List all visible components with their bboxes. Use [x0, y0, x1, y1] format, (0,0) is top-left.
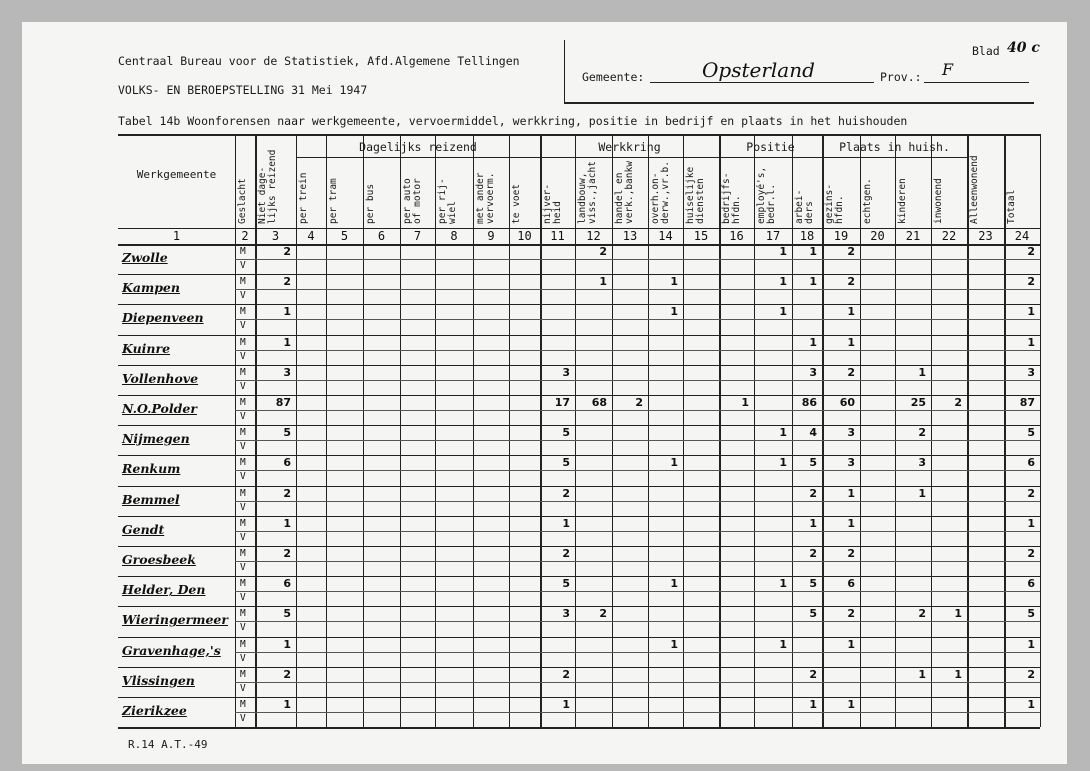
- row-mid-rule: [235, 652, 1040, 653]
- cell-diepenveen-col-19: 1: [847, 305, 855, 319]
- col-number-21: 21: [905, 229, 921, 243]
- cell-bemmel-col-11: 2: [562, 486, 570, 500]
- cell-kampen-col-19: 2: [847, 275, 855, 289]
- werkgemeente-name: Vlissingen: [122, 672, 195, 688]
- cell-gravenhage-s-col-24: 1: [1027, 637, 1035, 651]
- cell-kuinre-col-18: 1: [809, 335, 817, 349]
- cell-wieringermeer-col-19: 2: [847, 607, 855, 621]
- werkgemeente-name: N.O.Polder: [122, 401, 197, 416]
- cell-zwolle-col-3: 2: [283, 245, 291, 258]
- werkgemeente-name: Kampen: [122, 280, 180, 296]
- table-title: Tabel 14b Woonforensen naar werkgemeente, vervoermiddel, werkkring, positie in bedrijf en plaats in het huishouden: [118, 114, 908, 128]
- cell-wieringermeer-col-21: 2: [918, 607, 926, 621]
- cell-gravenhage-s-col-3: 1: [283, 637, 291, 651]
- col-divider-8: [473, 134, 474, 727]
- cell-renkum-col-3: 6: [283, 456, 291, 470]
- col-divider-5: [363, 134, 364, 727]
- cell-kuinre-col-19: 1: [847, 335, 855, 349]
- cell-kampen-col-24: 2: [1027, 275, 1035, 289]
- col-divider-24: [1040, 134, 1041, 727]
- group-werkkring: Werkkring: [598, 140, 661, 154]
- cell-renkum-col-14: 1: [670, 456, 678, 470]
- col-number-12: 12: [586, 229, 601, 243]
- row-mid-rule: [235, 470, 1040, 471]
- werkgemeente-name: Wieringermeer: [122, 612, 228, 628]
- cell-helder-den-col-24: 6: [1027, 577, 1035, 591]
- cell-zierikzee-col-3: 1: [283, 698, 291, 711]
- col-header-7: per auto of motor: [402, 178, 423, 224]
- sex-m-label: M: [240, 668, 246, 680]
- col-number-22: 22: [941, 229, 957, 243]
- cell-n-o-polder-col-19: 60: [839, 396, 855, 409]
- cell-zwolle-col-18: 1: [809, 245, 817, 258]
- sex-m-label: M: [240, 246, 246, 257]
- col-header-15: huiselijke diensten: [685, 166, 706, 224]
- sex-v-label: V: [240, 652, 246, 664]
- col-header-8: per rij- wiel: [437, 178, 458, 224]
- col-header-20: echtgen.: [862, 178, 873, 224]
- row-mid-rule: [235, 289, 1040, 290]
- col-header-21: kinderen: [897, 178, 908, 224]
- cell-wieringermeer-col-12: 2: [599, 607, 607, 621]
- cell-vlissingen-col-18: 2: [809, 667, 817, 681]
- col-number-14: 14: [658, 229, 673, 243]
- cell-diepenveen-col-17: 1: [779, 305, 787, 319]
- cell-n-o-polder-col-11: 17: [554, 396, 570, 409]
- cell-kampen-col-12: 1: [599, 275, 607, 289]
- cell-zwolle-col-17: 1: [779, 245, 787, 258]
- row-mid-rule: [235, 712, 1040, 713]
- sex-v-label: V: [240, 471, 246, 483]
- cell-renkum-col-21: 3: [918, 456, 926, 470]
- cell-nijmegen-col-3: 5: [283, 426, 291, 440]
- census-form-sheet: [22, 22, 1067, 764]
- col-number-20: 20: [870, 229, 885, 243]
- cell-kampen-col-17: 1: [779, 275, 787, 289]
- col-number-7: 7: [413, 229, 422, 243]
- werkgemeente-name: Kuinre: [122, 340, 171, 356]
- col-number-1: 1: [172, 229, 181, 243]
- cell-n-o-polder-col-13: 2: [635, 396, 643, 409]
- row-mid-rule: [235, 380, 1040, 381]
- sex-v-label: V: [240, 260, 246, 271]
- cell-renkum-col-24: 6: [1027, 456, 1035, 470]
- sex-m-label: M: [240, 548, 246, 559]
- cell-gendt-col-18: 1: [809, 516, 817, 530]
- col-number-8: 8: [450, 229, 458, 243]
- col-number-2: 2: [241, 229, 249, 243]
- sex-v-label: V: [240, 380, 246, 392]
- cell-groesbeek-col-3: 2: [283, 547, 291, 560]
- col-header-9: met ander vervoerm.: [475, 172, 496, 224]
- census-line: VOLKS- EN BEROEPSTELLING 31 Mei 1947: [118, 83, 368, 97]
- cell-zierikzee-col-19: 1: [847, 698, 855, 711]
- cell-renkum-col-18: 5: [809, 456, 817, 470]
- cell-bemmel-col-18: 2: [809, 486, 817, 500]
- sex-v-label: V: [240, 622, 246, 634]
- gemeente-label: Gemeente:: [582, 70, 645, 84]
- prov-underline: [924, 82, 1029, 83]
- col-header-3: Niet dage- lijks reizend: [257, 149, 278, 224]
- table-bottom-rule: [118, 727, 1040, 729]
- cell-vollenhove-col-3: 3: [283, 365, 291, 379]
- cell-kampen-col-14: 1: [670, 275, 678, 289]
- col-number-18: 18: [799, 229, 815, 243]
- cell-diepenveen-col-24: 1: [1027, 305, 1035, 319]
- cell-kuinre-col-3: 1: [283, 335, 291, 349]
- row-mid-rule: [235, 410, 1040, 411]
- cell-nijmegen-col-24: 5: [1027, 426, 1035, 440]
- cell-gravenhage-s-col-14: 1: [670, 637, 678, 651]
- sex-v-label: V: [240, 290, 246, 302]
- cell-vollenhove-col-18: 3: [809, 365, 817, 379]
- cell-renkum-col-17: 1: [779, 456, 787, 470]
- werkgemeente-name: Groesbeek: [122, 552, 196, 567]
- cell-vlissingen-col-11: 2: [562, 667, 570, 681]
- group-rule-werkkring: [540, 157, 719, 158]
- col-number-3: 3: [271, 229, 280, 243]
- col-number-4: 4: [307, 229, 315, 243]
- cell-vlissingen-col-21: 1: [918, 667, 926, 681]
- cell-helder-den-col-17: 1: [779, 577, 787, 591]
- cell-kuinre-col-24: 1: [1027, 335, 1035, 349]
- group-rule-dagelijks: [296, 157, 540, 158]
- cell-groesbeek-col-24: 2: [1027, 547, 1035, 560]
- sex-m-label: M: [240, 397, 246, 408]
- col-divider-6: [400, 134, 401, 727]
- col-divider-7: [435, 134, 436, 727]
- row-mid-rule: [235, 350, 1040, 351]
- col-header-22: inwonend: [933, 178, 944, 224]
- col-divider-12: [612, 134, 613, 727]
- cell-helder-den-col-19: 6: [847, 577, 855, 591]
- sex-m-label: M: [240, 457, 246, 469]
- cell-n-o-polder-col-24: 87: [1019, 396, 1035, 409]
- row-mid-rule: [235, 682, 1040, 683]
- werkgemeente-name: Helder, Den: [122, 582, 206, 598]
- cell-n-o-polder-col-12: 68: [591, 396, 607, 409]
- cell-gravenhage-s-col-19: 1: [847, 637, 855, 651]
- werkgemeente-name: Gendt: [122, 521, 165, 537]
- blad-label: Blad: [972, 44, 1000, 58]
- cell-vollenhove-col-19: 2: [847, 365, 855, 379]
- group-rule-plaats: [822, 157, 967, 158]
- sex-m-label: M: [240, 638, 246, 650]
- cell-renkum-col-19: 3: [847, 456, 855, 470]
- group-positie: Positie: [746, 140, 795, 154]
- col-header-18: arbei- ders: [794, 189, 815, 224]
- cell-helder-den-col-14: 1: [670, 577, 678, 591]
- cell-vlissingen-col-22: 1: [954, 667, 962, 681]
- cell-diepenveen-col-3: 1: [283, 305, 291, 319]
- col-number-11: 11: [550, 229, 565, 243]
- sex-m-label: M: [240, 306, 246, 318]
- col-header-4: per trein: [298, 172, 309, 224]
- cell-zierikzee-col-24: 1: [1027, 698, 1035, 711]
- cell-nijmegen-col-18: 4: [809, 426, 817, 440]
- group-rule-positie: [719, 157, 822, 158]
- col-number-15: 15: [693, 229, 709, 243]
- col-divider-3: [296, 134, 297, 727]
- row-mid-rule: [235, 440, 1040, 441]
- sex-m-label: M: [240, 366, 246, 378]
- form-code: R.14 A.T.-49: [128, 738, 208, 751]
- col-header-17: employé's, bedr.l.: [756, 166, 777, 224]
- col-divider-14: [683, 134, 684, 727]
- col-header-14: overh.on- derw.,vr.b.: [650, 161, 671, 224]
- col-number-6: 6: [377, 229, 386, 243]
- werkgemeente-name: Gravenhage,'s: [122, 642, 221, 658]
- cell-vlissingen-col-24: 2: [1027, 667, 1035, 681]
- group-plaats: Plaats in huish.: [839, 140, 950, 154]
- sex-m-label: M: [240, 578, 246, 590]
- werkgemeente-name: Bemmel: [122, 491, 180, 507]
- col-header-1: Werkgemeente: [136, 168, 217, 181]
- sex-v-label: V: [240, 562, 246, 573]
- col-header-16: bedrijfs- hfdn.: [721, 172, 742, 224]
- col-header-19: gezins- hfdn.: [824, 183, 845, 224]
- cell-groesbeek-col-18: 2: [809, 547, 817, 560]
- werkgemeente-name: Zwolle: [122, 250, 168, 265]
- row-mid-rule: [235, 561, 1040, 562]
- sex-v-label: V: [240, 531, 246, 543]
- col-divider-9: [509, 134, 510, 727]
- cell-n-o-polder-col-18: 86: [801, 396, 817, 409]
- col-header-5: per tram: [328, 178, 339, 224]
- cell-bemmel-col-3: 2: [283, 486, 291, 500]
- cell-nijmegen-col-21: 2: [918, 426, 926, 440]
- gemeente-value: Opsterland: [702, 58, 815, 82]
- sex-m-label: M: [240, 487, 246, 499]
- werkgemeente-name: Vollenhove: [122, 370, 199, 386]
- sex-m-label: M: [240, 699, 246, 710]
- sex-v-label: V: [240, 713, 246, 724]
- col-divider-21: [931, 134, 932, 727]
- blad-value: 40 c: [1007, 40, 1040, 56]
- row-mid-rule: [235, 591, 1040, 592]
- cell-nijmegen-col-11: 5: [562, 426, 570, 440]
- row-mid-rule: [235, 531, 1040, 532]
- row-mid-rule: [235, 259, 1040, 260]
- sex-v-label: V: [240, 350, 246, 362]
- cell-nijmegen-col-19: 3: [847, 426, 855, 440]
- cell-n-o-polder-col-21: 25: [910, 396, 926, 409]
- bureau-line: Centraal Bureau voor de Statistiek, Afd.Algemene Tellingen: [118, 54, 520, 68]
- cell-gendt-col-19: 1: [847, 516, 855, 530]
- col-number-24: 24: [1014, 229, 1030, 243]
- col-header-13: handel en verk.,bankw: [614, 161, 635, 224]
- cell-gendt-col-3: 1: [283, 516, 291, 530]
- cell-gendt-col-24: 1: [1027, 516, 1035, 530]
- sex-m-label: M: [240, 336, 246, 348]
- col-number-9: 9: [487, 229, 495, 243]
- cell-wieringermeer-col-18: 5: [809, 607, 817, 621]
- cell-kampen-col-18: 1: [809, 275, 817, 289]
- sex-v-label: V: [240, 682, 246, 694]
- cell-groesbeek-col-11: 2: [562, 547, 570, 560]
- col-header-12: landbouw, viss.,jacht: [577, 161, 598, 224]
- col-number-5: 5: [340, 229, 349, 243]
- cell-zwolle-col-24: 2: [1027, 245, 1035, 258]
- col-header-2: Geslacht: [237, 178, 248, 224]
- col-divider-4: [326, 134, 327, 727]
- cell-helder-den-col-11: 5: [562, 577, 570, 591]
- sex-v-label: V: [240, 501, 246, 513]
- cell-bemmel-col-19: 1: [847, 486, 855, 500]
- sex-v-label: V: [240, 320, 246, 332]
- row-mid-rule: [235, 621, 1040, 622]
- sex-m-label: M: [240, 276, 246, 288]
- prov-label: Prov.:: [880, 70, 922, 84]
- werkgemeente-name: Zierikzee: [122, 703, 187, 718]
- cell-wieringermeer-col-22: 1: [954, 607, 962, 621]
- col-divider-1: [235, 134, 236, 727]
- cell-kampen-col-3: 2: [283, 275, 291, 289]
- col-number-10: 10: [517, 229, 532, 243]
- col-header-23: Alleenwonend: [969, 155, 980, 224]
- col-header-24: Totaal: [1006, 189, 1017, 224]
- cell-groesbeek-col-19: 2: [847, 547, 855, 560]
- col-number-23: 23: [978, 229, 993, 243]
- cell-diepenveen-col-14: 1: [670, 305, 678, 319]
- cell-bemmel-col-24: 2: [1027, 486, 1035, 500]
- row-mid-rule: [235, 319, 1040, 320]
- cell-renkum-col-11: 5: [562, 456, 570, 470]
- col-header-10: te voet: [511, 183, 522, 224]
- sex-m-label: M: [240, 517, 246, 529]
- cell-wieringermeer-col-11: 3: [562, 607, 570, 621]
- header-rule: [564, 102, 1034, 104]
- col-number-17: 17: [765, 229, 781, 243]
- cell-bemmel-col-21: 1: [918, 486, 926, 500]
- cell-helder-den-col-3: 6: [283, 577, 291, 591]
- cell-zwolle-col-12: 2: [599, 245, 607, 258]
- cell-n-o-polder-col-22: 2: [954, 396, 962, 409]
- col-number-19: 19: [833, 229, 849, 243]
- col-divider-11: [575, 134, 576, 727]
- cell-gendt-col-11: 1: [562, 516, 570, 530]
- cell-gravenhage-s-col-17: 1: [779, 637, 787, 651]
- sex-v-label: V: [240, 441, 246, 453]
- cell-n-o-polder-col-3: 87: [275, 396, 291, 409]
- werkgemeente-name: Renkum: [122, 461, 181, 477]
- cell-zierikzee-col-18: 1: [809, 698, 817, 711]
- cell-zierikzee-col-11: 1: [562, 698, 570, 711]
- cell-wieringermeer-col-3: 5: [283, 607, 291, 621]
- col-number-13: 13: [622, 229, 638, 243]
- cell-vlissingen-col-3: 2: [283, 667, 291, 681]
- cell-vollenhove-col-21: 1: [918, 365, 926, 379]
- col-number-16: 16: [729, 229, 744, 243]
- sex-v-label: V: [240, 592, 246, 604]
- group-dagelijks: Dagelijks reizend: [359, 140, 477, 154]
- prov-value: F: [942, 60, 954, 79]
- col-header-11: nijver- heid: [542, 183, 563, 224]
- cell-vollenhove-col-24: 3: [1027, 365, 1035, 379]
- werkgemeente-name: Nijmegen: [122, 431, 190, 447]
- werkgemeente-name: Diepenveen: [122, 310, 204, 326]
- cell-helder-den-col-18: 5: [809, 577, 817, 591]
- cell-vollenhove-col-11: 3: [562, 365, 570, 379]
- header-divider: [564, 40, 565, 104]
- row-mid-rule: [235, 501, 1040, 502]
- sex-m-label: M: [240, 427, 246, 439]
- cell-nijmegen-col-17: 1: [779, 426, 787, 440]
- cell-wieringermeer-col-24: 5: [1027, 607, 1035, 621]
- sex-v-label: V: [240, 411, 246, 422]
- gemeente-underline: [650, 82, 874, 83]
- cell-n-o-polder-col-16: 1: [741, 396, 749, 409]
- col-header-6: per bus: [365, 183, 376, 224]
- cell-zwolle-col-19: 2: [847, 245, 855, 258]
- col-divider-19: [860, 134, 861, 727]
- sex-m-label: M: [240, 608, 246, 620]
